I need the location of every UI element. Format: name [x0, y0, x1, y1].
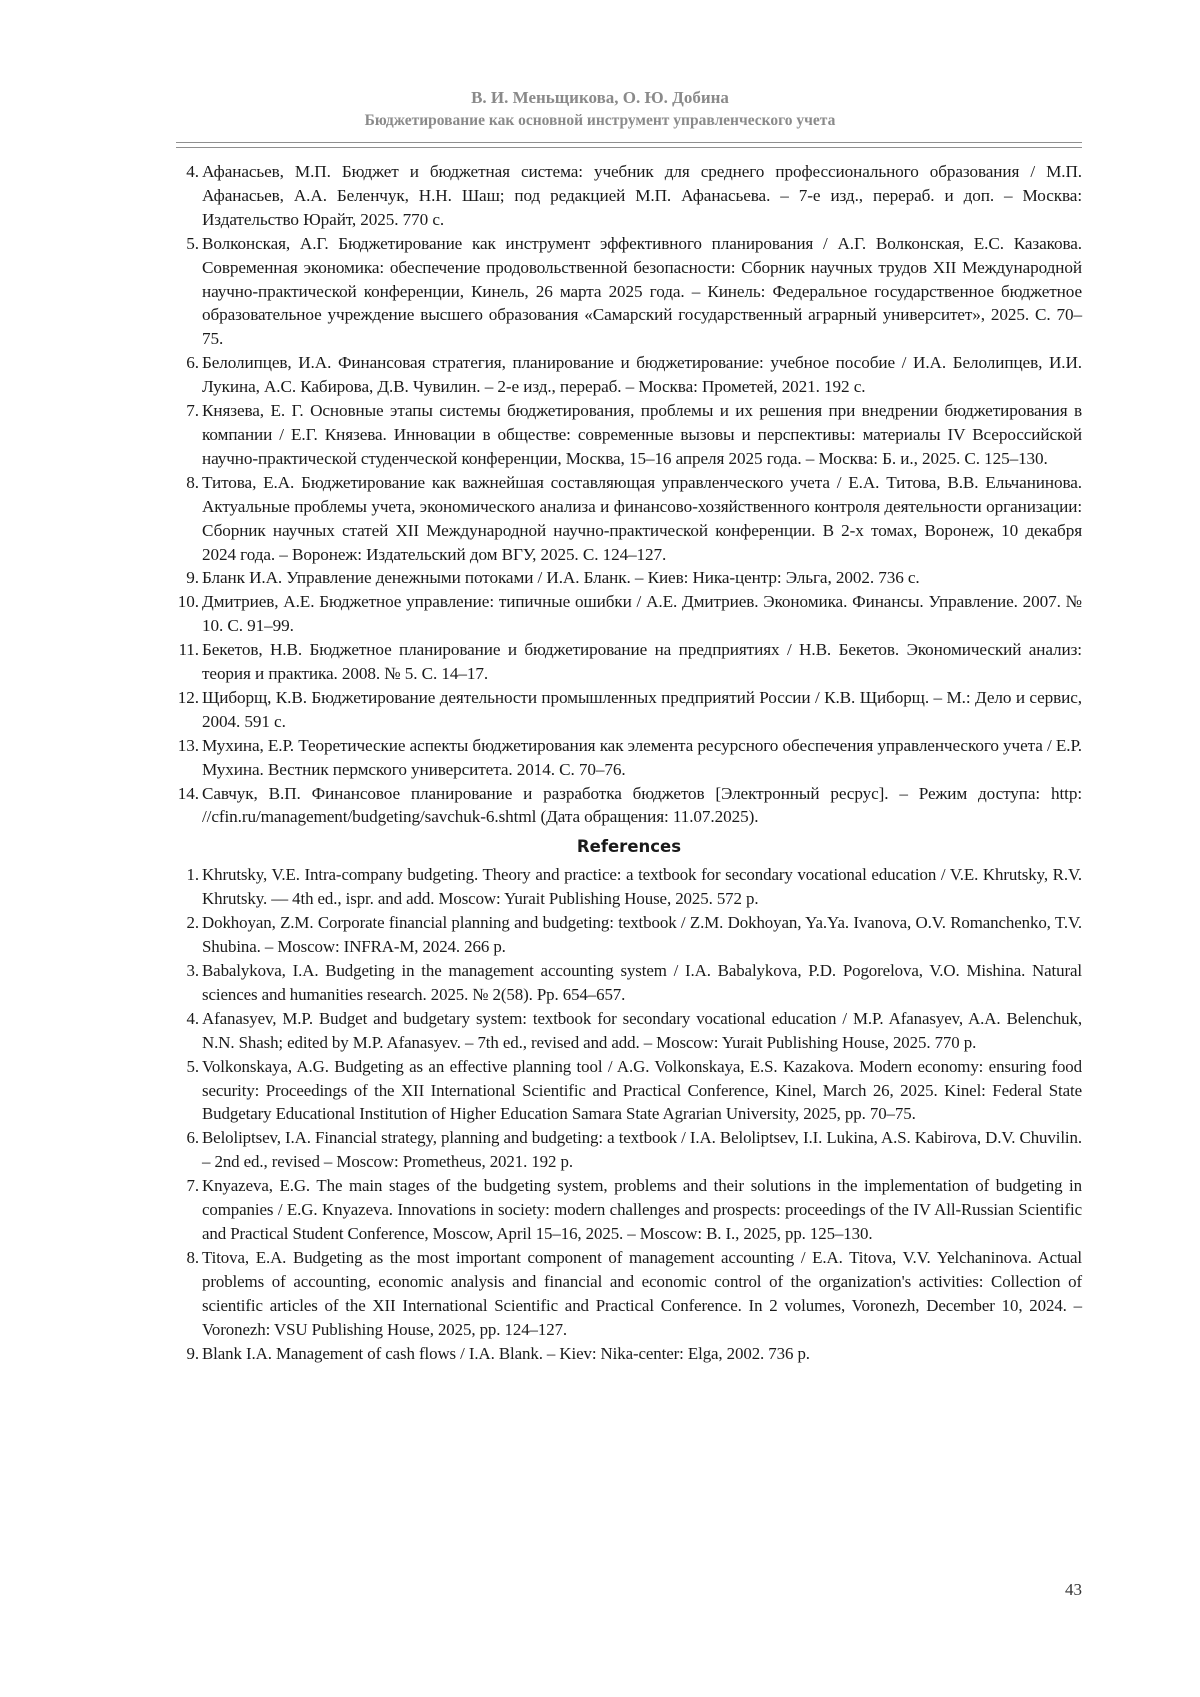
page-number: 43 [1065, 1580, 1082, 1599]
reference-item [176, 160, 1082, 232]
reference-text: Афанасьев, М.П. Бюджет и бюджетная система: учебник для среднего профессионального образования / М.П. Афанасьев, А.А. Беленчук, Н.Н. Шаш; под редакцией М.П. Афанасьева. – 7-е изд., перераб. и доп. – Москва: Издательство Юрайт, 2025. 770 с. [202, 162, 1082, 229]
english-reference-list [176, 863, 1082, 1365]
header-rule-bottom [176, 147, 1082, 148]
reference-number: 5 . [169, 232, 199, 256]
reference-text: Бланк И.А. Управление денежными потоками / И.А. Бланк. – Киев: Ника-центр: Эльга, 2002. 736 с. [202, 568, 920, 588]
reference-item [176, 351, 1082, 399]
running-head-title: Бюджетирование как основной инструмент управленческого учета [364, 112, 836, 129]
reference-item [176, 782, 1082, 830]
reference-item [176, 638, 1082, 686]
reference-number: 7 . [169, 399, 199, 423]
reference-number: 9 . [169, 1342, 199, 1366]
reference-item [176, 1007, 1082, 1055]
reference-number: 10 . [162, 590, 199, 614]
header-rule-top [176, 142, 1082, 143]
reference-item [176, 566, 1082, 590]
reference-text: Babalykova, I.A. Budgeting in the management accounting system / I.A. Babalykova, P.D. Pogorelova, V.O. Mishina. Natural sciences and humanities research. 2025. № 2(58). Pp. 654–657. [202, 961, 1082, 1004]
reference-number: 11 . [162, 638, 199, 662]
reference-number: 4 . [169, 160, 199, 184]
reference-number: 7 . [169, 1174, 199, 1198]
reference-item [176, 1246, 1082, 1342]
reference-text: Щиборщ, К.В. Бюджетирование деятельности промышленных предприятий России / К.В. Щиборщ. – М.: Дело и сервис, 2004. 591 с. [202, 687, 1082, 731]
reference-number: 1 . [169, 863, 199, 887]
reference-text: Савчук, В.П. Финансовое планирование и разработка бюджетов [Электронный ресрус]. – Режим доступа: http: //cfin.ru/management/budgeting/savchuk-6.shtml (Дата обращения: 11.07.2025). [202, 783, 1082, 827]
reference-text: Титова, Е.А. Бюджетирование как важнейшая составляющая управленческого учета / Е.А. Титова, В.В. Ельчанинова. Актуальные проблемы учета, экономического анализа и финансово-хозяйственного контроля деятельности организации: Сборник научных статей XII Международной научно-практической конференции. В 2-х томах, Воронеж, 10 декабря 2024 года. – Воронеж: Издательский дом ВГУ, 2025. С. 124–127. [202, 472, 1082, 564]
reference-text: Бекетов, Н.В. Бюджетное планирование и бюджетирование на предприятиях / Н.В. Бекетов. Экономический анализ: теория и практика. 2008. № 5. С. 14–17. [202, 640, 1082, 684]
reference-text: Князева, Е. Г. Основные этапы системы бюджетирования, проблемы и их решения при внедрении бюджетирования в компании / Е.Г. Князева. Инновации в обществе: современные вызовы и перспективы: материалы IV Всероссийской научно-практической студенческой конференции, Москва, 15–16 апреля 2025 года. – Москва: Б. и., 2025. С. 125–130. [202, 401, 1082, 468]
reference-item [176, 232, 1082, 352]
reference-text: Khrutsky, V.E. Intra-company budgeting. Theory and practice: a textbook for secondary vocational education / V.E. Khrutsky, R.V. Khrutsky. — 4th ed., ispr. and add. Moscow: Yurait Publishing House, 2025. 572 p. [202, 865, 1082, 909]
reference-number: 2 . [169, 911, 199, 935]
russian-reference-list [176, 160, 1082, 829]
reference-text: Белолипцев, И.А. Финансовая стратегия, планирование и бюджетирование: учебное пособие / И.А. Белолипцев, И.И. Лукина, А.С. Кабирова, Д.В. Чувилин. – 2-е изд., перераб. – Москва: Прометей, 2021. 192 с. [202, 353, 1082, 397]
reference-number: 8 . [169, 471, 199, 495]
reference-number: 6 . [169, 1126, 199, 1150]
reference-item [176, 734, 1082, 782]
reference-item [176, 911, 1082, 959]
page-body [176, 160, 1082, 1365]
reference-text: Мухина, Е.Р. Теоретические аспекты бюджетирования как элемента ресурсного обеспечения управленческого учета / Е.Р. Мухина. Вестник пермского университета. 2014. С. 70–76. [202, 735, 1082, 779]
reference-item [176, 1055, 1082, 1127]
reference-text: Dokhoyan, Z.M. Corporate financial planning and budgeting: textbook / Z.M. Dokhoyan, Ya.Ya. Ivanova, O.V. Romanchenko, T.V. Shubina. – Moscow: INFRA-M, 2024. 266 p. [202, 913, 1082, 957]
reference-number: 6 . [169, 351, 199, 375]
references-heading: References [576, 837, 682, 857]
reference-text: Volkonskaya, A.G. Budgeting as an effective planning tool / A.G. Volkonskaya, E.S. Kazakova. Modern economy: ensuring food security: Proceedings of the XII International Scientific and Practical Conference, Kinel, March 26, 2025. Kinel: Federal State Budgetary Educational Institution of Higher Education Samara State Agrarian University, 2025, pp. 70–75. [202, 1056, 1082, 1124]
reference-number: 14 . [162, 782, 199, 806]
reference-item [176, 863, 1082, 911]
reference-number: 12 . [162, 686, 199, 710]
reference-item [176, 959, 1082, 1007]
reference-number: 4 . [169, 1007, 199, 1031]
reference-item [176, 1174, 1082, 1246]
reference-item [176, 471, 1082, 567]
reference-number: 9 . [169, 566, 199, 590]
running-head-authors: В. И. Меньщикова, О. Ю. Добина [471, 88, 729, 107]
reference-text: Волконская, А.Г. Бюджетирование как инструмент эффективного планирования / А.Г. Волконская, Е.С. Казакова. Современная экономика: обеспечение продовольственной безопасности: Сборник научных трудов XII Международной научно-практической конференции, Кинель, 26 марта 2025 года. – Кинель: Федеральное государственное бюджетное образовательное учреждение высшего образования «Самарский государственный аграрный университет», 2025. С. 70–75. [202, 233, 1082, 349]
reference-text: Beloliptsev, I.A. Financial strategy, planning and budgeting: a textbook / I.A. Beloliptsev, I.I. Lukina, A.S. Kabirova, D.V. Chuvilin. – 2nd ed., revised – Moscow: Prometheus, 2021. 192 p. [202, 1128, 1082, 1172]
reference-number: 5 . [169, 1055, 199, 1079]
reference-text: Afanasyev, M.P. Budget and budgetary system: textbook for secondary vocational education / M.P. Afanasyev, A.A. Belenchuk, N.N. Shash; edited by M.P. Afanasyev. – 7th ed., revised and add. – Moscow: Yurait Publishing House, 2025. 770 p. [202, 1008, 1082, 1052]
reference-item [176, 1342, 1082, 1366]
reference-item [176, 590, 1082, 638]
reference-number: 3 . [169, 959, 199, 983]
reference-item [176, 686, 1082, 734]
reference-text: Knyazeva, E.G. The main stages of the budgeting system, problems and their solutions in the implementation of budgeting in companies / E.G. Knyazeva. Innovations in society: modern challenges and prospects: proceedings of the IV All-Russian Scientific and Practical Student Conference, Moscow, April 15–16, 2025. – Moscow: B. I., 2025, pp. 125–130. [202, 1176, 1082, 1243]
reference-number: 13 . [162, 734, 199, 758]
reference-item [176, 1126, 1082, 1174]
running-head [150, 86, 1050, 132]
reference-item [176, 399, 1082, 471]
reference-number: 8 . [169, 1246, 199, 1270]
reference-text: Titova, E.A. Budgeting as the most important component of management accounting / E.A. Titova, V.V. Yelchaninova. Actual problems of accounting, economic analysis and financial and economic control of the organization's activities: Collection of scientific articles of the XII International Scientific and Practical Conference. In 2 volumes, Voronezh, December 10, 2024. – Voronezh: VSU Publishing House, 2025, pp. 124–127. [202, 1247, 1082, 1339]
reference-text: Дмитриев, А.Е. Бюджетное управление: типичные ошибки / А.Е. Дмитриев. Экономика. Финансы. Управление. 2007. № 10. С. 91–99. [202, 592, 1082, 636]
reference-text: Blank I.A. Management of cash flows / I.A. Blank. – Kiev: Nika-center: Elga, 2002. 736 p. [202, 1343, 810, 1363]
